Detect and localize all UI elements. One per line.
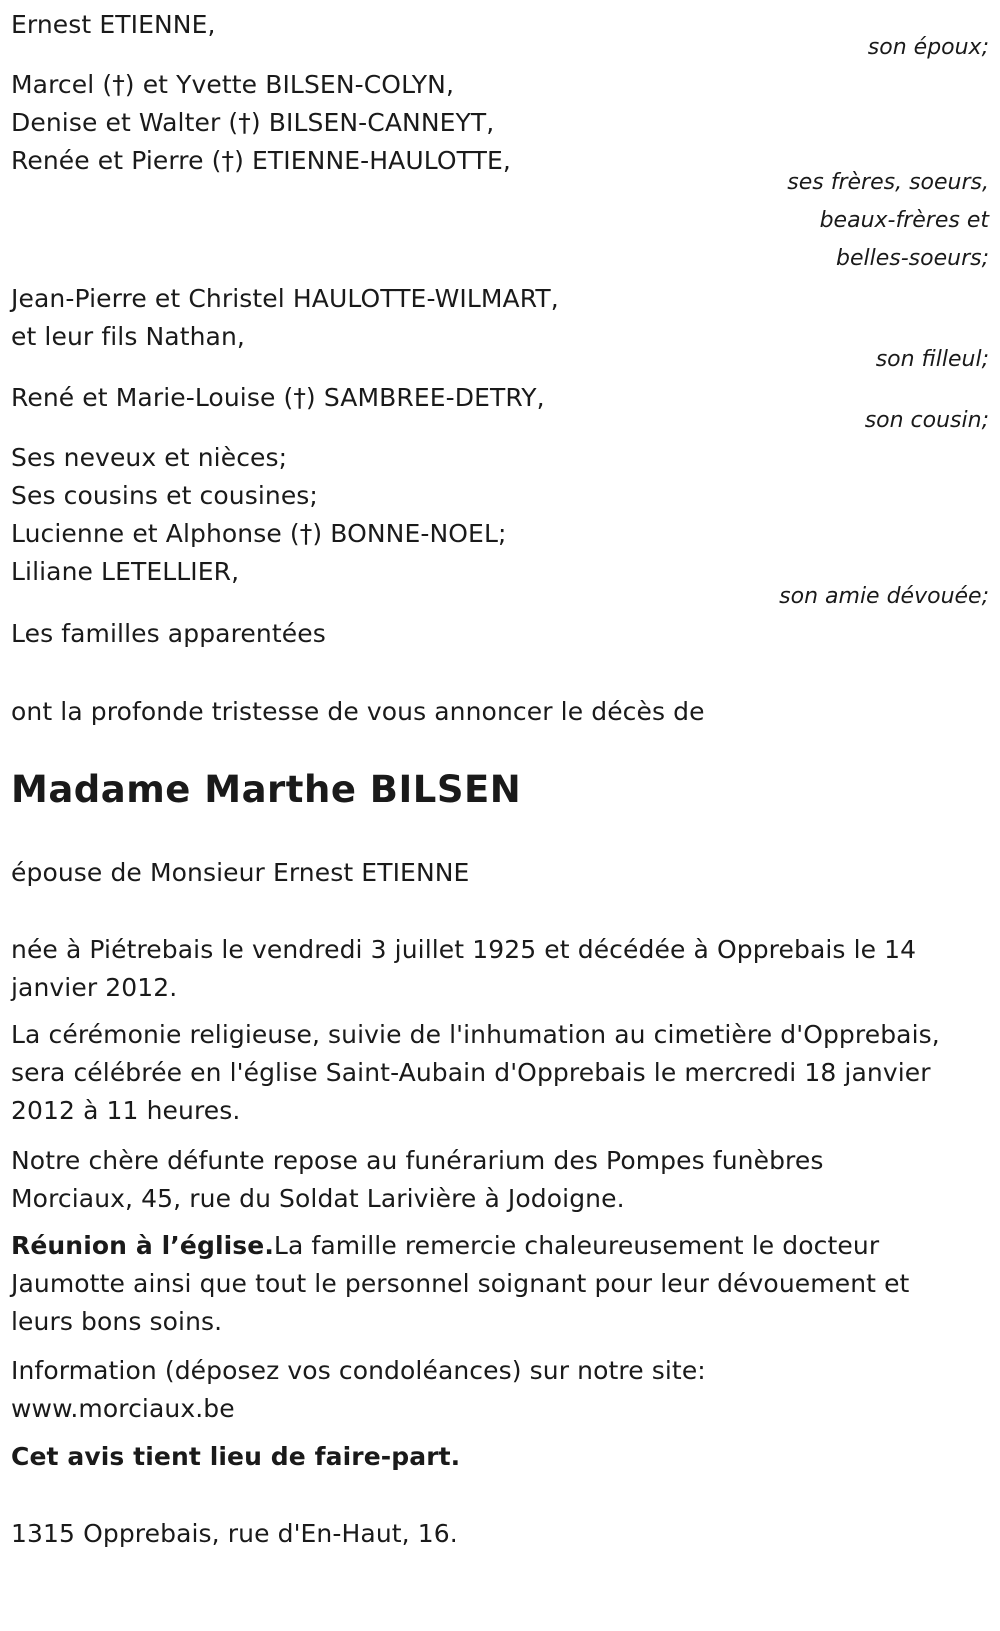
friend-role: son amie dévouée; [779,584,989,609]
thanks-text: La famille remercie chaleureusement le docteur [273,1231,880,1260]
thanks-line: leurs bons soins. [11,1307,223,1336]
notice-line: Cet avis tient lieu de faire-part. [11,1442,461,1471]
siblings-role [787,164,989,278]
other-line: Lucienne et Alphonse (†) BONNE-NOEL; [11,519,507,548]
godson-line: Jean-Pierre et Christel HAULOTTE-WILMART, [11,284,559,313]
godson-line: et leur fils Nathan, [11,322,245,351]
spouse-block [11,5,989,45]
godson-block [11,279,559,357]
info-line: Information (déposez vos condoléances) sur notre site: [11,1356,706,1385]
website-link[interactable]: www.morciaux.be [11,1394,235,1423]
address-line: 1315 Opprebais, rue d'En-Haut, 16. [11,1519,458,1548]
birth-death-line: née à Piétrebais le vendredi 3 juillet 1925 et décédée à Opprebais le 14 [11,935,917,964]
info-paragraph [11,1351,706,1429]
cousin-line: René et Marie-Louise (†) SAMBREE-DETRY, [11,383,545,412]
sibling-line: Renée et Pierre (†) ETIENNE-HAULOTTE, [11,146,511,175]
ceremony-line: sera célébrée en l'église Saint-Aubain d'Opprebais le mercredi 18 janvier [11,1058,931,1087]
spouse-of-line: épouse de Monsieur Ernest ETIENNE [11,858,470,887]
announcement-intro: ont la profonde tristesse de vous annoncer le décès de [11,697,705,726]
other-line: Liliane LETELLIER, [11,557,240,586]
meeting-note: Réunion à l’église. [11,1231,274,1260]
funeral-home-line: Morciaux, 45, rue du Soldat Larivière à Jodoigne. [11,1184,625,1213]
spouse-name: Ernest ETIENNE, [11,10,216,39]
other-line: Ses cousins et cousines; [11,481,318,510]
siblings-role-line: ses frères, soeurs, [787,170,989,195]
spouse-role: son époux; [867,35,989,60]
godson-role: son filleul; [875,347,989,372]
siblings-role-line: belles-soeurs; [836,246,989,271]
funeral-home-paragraph [11,1141,823,1219]
birth-death-line: janvier 2012. [11,973,178,1002]
other-line: Ses neveux et nièces; [11,443,288,472]
ceremony-paragraph [11,1015,940,1131]
thanks-first-line [11,1226,909,1266]
ceremony-line: 2012 à 11 heures. [11,1096,241,1125]
related-families: Les familles apparentées [11,619,326,648]
thanks-line: Jaumotte ainsi que tout le personnel soignant pour leur dévouement et [11,1269,910,1298]
siblings-block [11,65,511,181]
thanks-paragraph [11,1226,909,1342]
sibling-line: Marcel (†) et Yvette BILSEN-COLYN, [11,70,454,99]
funeral-home-line: Notre chère défunte repose au funérarium des Pompes funèbres [11,1146,824,1175]
siblings-role-line: beaux-frères et [819,208,989,233]
birth-death-paragraph [11,930,916,1008]
cousin-role: son cousin; [864,408,989,433]
others-block [11,438,507,592]
ceremony-line: La cérémonie religieuse, suivie de l'inhumation au cimetière d'Opprebais, [11,1020,940,1049]
deceased-name: Madame Marthe BILSEN [11,768,522,811]
sibling-line: Denise et Walter (†) BILSEN-CANNEYT, [11,108,495,137]
